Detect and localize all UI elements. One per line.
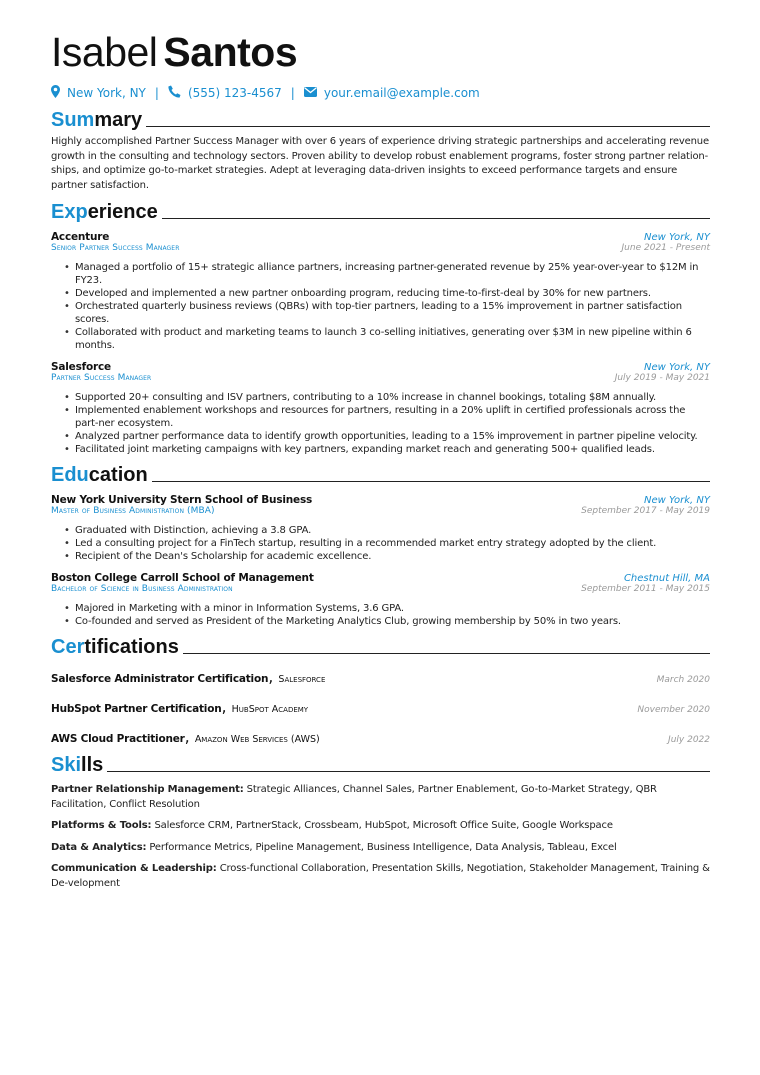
certification-name: HubSpot Partner Certification (51, 703, 222, 715)
job-entry (51, 231, 710, 352)
skill-values: Salesforce CRM, PartnerStack, Crossbeam, HubSpot, Microsoft Office Suite, Google Workspace (154, 820, 613, 831)
company-name: Salesforce (51, 361, 111, 373)
skills-heading (51, 752, 710, 776)
education-heading (51, 462, 710, 486)
contact-separator: | (154, 86, 159, 100)
experience-heading (51, 199, 710, 223)
section-rule (183, 653, 710, 654)
section-title: Education (51, 464, 148, 486)
education-bullets (51, 524, 710, 563)
skill-values: Performance Metrics, Pipeline Management, Business Intelligence, Data Analysis, Tableau, Excel (149, 841, 617, 853)
summary-text: Highly accomplished Partner Success Manager with over 6 years of experience driving strategic partnerships and accelerating revenue growth in the consulting and technology sectors. Proven ability to develop robust enablement programs, foster strong partner relation-ships, and optimize go-to-market strategies. Adept at leveraging data-driven insights to exceed performance targets and ensure partner satisfaction. (51, 136, 709, 191)
section-rule (107, 771, 710, 772)
skill-row (51, 841, 710, 856)
certification-item: HubSpot Partner Certification, HubSpot Academy November 2020 (51, 697, 710, 716)
school-name: Boston College Carroll School of Management (51, 572, 314, 584)
section-rule (152, 481, 710, 482)
last-name: Santos (163, 29, 298, 75)
job-entry (51, 361, 710, 456)
section-rule (162, 218, 710, 219)
contact-line (51, 85, 710, 101)
list-item: • Analyzed partner performance data to identify growth opportunities, leading to a 15% improvement in partner pipeline velocity. (75, 430, 710, 443)
certification-item: Salesforce Administrator Certification, Salesforce March 2020 (51, 667, 710, 686)
envelope-icon (304, 86, 317, 100)
certification-issuer: Salesforce (278, 674, 326, 685)
list-item: • Implemented enablement workshops and resources for partners, resulting in a 20% uplift in certified professionals across the part-ner ecosystem. (75, 404, 710, 430)
certification-issuer: Amazon Web Services (AWS) (194, 734, 320, 745)
skill-values: Cross-functional Collaboration, Presentation Skills, Negotiation, Stakeholder Management, Training & De-velopment (51, 863, 710, 889)
school-name: New York University Stern School of Business (51, 494, 313, 506)
list-item: • Collaborated with product and marketing teams to launch 3 co-selling initiatives, generating over $3M in new pipeline within 6 months. (75, 326, 710, 352)
certification-date: July 2022 (668, 735, 710, 745)
certifications-heading (51, 634, 710, 658)
education-bullets (51, 602, 710, 628)
section-title: Certifications (51, 636, 179, 658)
certification-item: AWS Cloud Practitioner, Amazon Web Services (AWS) July 2022 (51, 727, 710, 746)
section-title: Skills (51, 754, 104, 776)
contact-separator: | (290, 86, 295, 100)
skill-label: Partner Relationship Management: (51, 784, 244, 795)
certification-name: AWS Cloud Practitioner (51, 733, 185, 745)
section-rule (146, 126, 710, 127)
skill-label: Data & Analytics: (51, 841, 147, 853)
certification-date: November 2020 (637, 705, 710, 715)
job-title: Partner Success Manager (51, 373, 152, 383)
education-entry (51, 494, 710, 563)
skill-row (51, 819, 710, 834)
school-location: Chestnut Hill, MA (623, 573, 710, 584)
certification-name: Salesforce Administrator Certification (51, 673, 269, 685)
job-dates: June 2021 - Present (621, 243, 710, 253)
list-item: • Facilitated joint marketing campaigns with key partners, expanding market reach and generating 500+ qualified leads. (75, 443, 710, 456)
first-name: Isabel (51, 29, 158, 75)
list-item: • Recipient of the Dean's Scholarship for academic excellence. (75, 550, 710, 563)
job-dates: July 2019 - May 2021 (614, 373, 710, 383)
list-item: • Led a consulting project for a FinTech startup, resulting in a recommended market entry strategy adopted by the client. (75, 537, 710, 550)
list-item: • Developed and implemented a new partner onboarding program, reducing time-to-first-deal by 30% for new partners. (75, 287, 710, 300)
degree-name: Bachelor of Science in Business Administration (51, 584, 233, 594)
resume-page (51, 28, 710, 891)
email-link[interactable]: your.email@example.com (323, 86, 480, 100)
map-marker-icon (51, 85, 60, 101)
summary-heading (51, 107, 710, 131)
job-bullets (51, 261, 710, 352)
job-location: New York, NY (644, 232, 710, 243)
list-item: • Graduated with Distinction, achieving a 3.8 GPA. (75, 524, 710, 537)
skill-row (51, 783, 710, 812)
company-name: Accenture (51, 231, 110, 243)
education-entry (51, 572, 710, 628)
skill-row (51, 862, 710, 891)
education-dates: September 2011 - May 2015 (581, 584, 710, 594)
job-bullets (51, 391, 710, 456)
list-item: • Co-founded and served as President of the Marketing Analytics Club, growing membership by 50% in two years. (75, 615, 710, 628)
phone-link[interactable]: (555) 123-4567 (187, 86, 282, 100)
degree-name: Master of Business Administration (MBA) (51, 506, 215, 516)
list-item: • Orchestrated quarterly business reviews (QBRs) with top-tier partners, leading to a 15% improvement in partner satisfaction scores. (75, 300, 710, 326)
list-item: • Supported 20+ consulting and ISV partners, contributing to a 10% increase in channel bookings, totaling $8M annually. (75, 391, 710, 404)
candidate-name (51, 28, 710, 76)
skill-values: Strategic Alliances, Channel Sales, Partner Enablement, Go-to-Market Strategy, QBR Facilitation, Conflict Resolution (51, 784, 657, 810)
skill-label: Platforms & Tools: (51, 820, 152, 831)
location-text: New York, NY (67, 86, 146, 100)
skill-label: Communication & Leadership: (51, 863, 217, 874)
section-title: Summary (51, 109, 143, 131)
certification-issuer: HubSpot Academy (231, 704, 309, 715)
phone-icon (168, 85, 181, 101)
job-title: Senior Partner Success Manager (51, 243, 180, 253)
school-location: New York, NY (644, 495, 710, 506)
certification-date: March 2020 (656, 675, 710, 685)
education-dates: September 2017 - May 2019 (581, 506, 710, 516)
job-location: New York, NY (644, 362, 710, 373)
section-title: Experience (51, 201, 158, 223)
list-item: • Managed a portfolio of 15+ strategic alliance partners, increasing partner-generated revenue by 25% year-over-year to $12M in FY23. (75, 261, 710, 287)
list-item: • Majored in Marketing with a minor in Information Systems, 3.6 GPA. (75, 602, 710, 615)
